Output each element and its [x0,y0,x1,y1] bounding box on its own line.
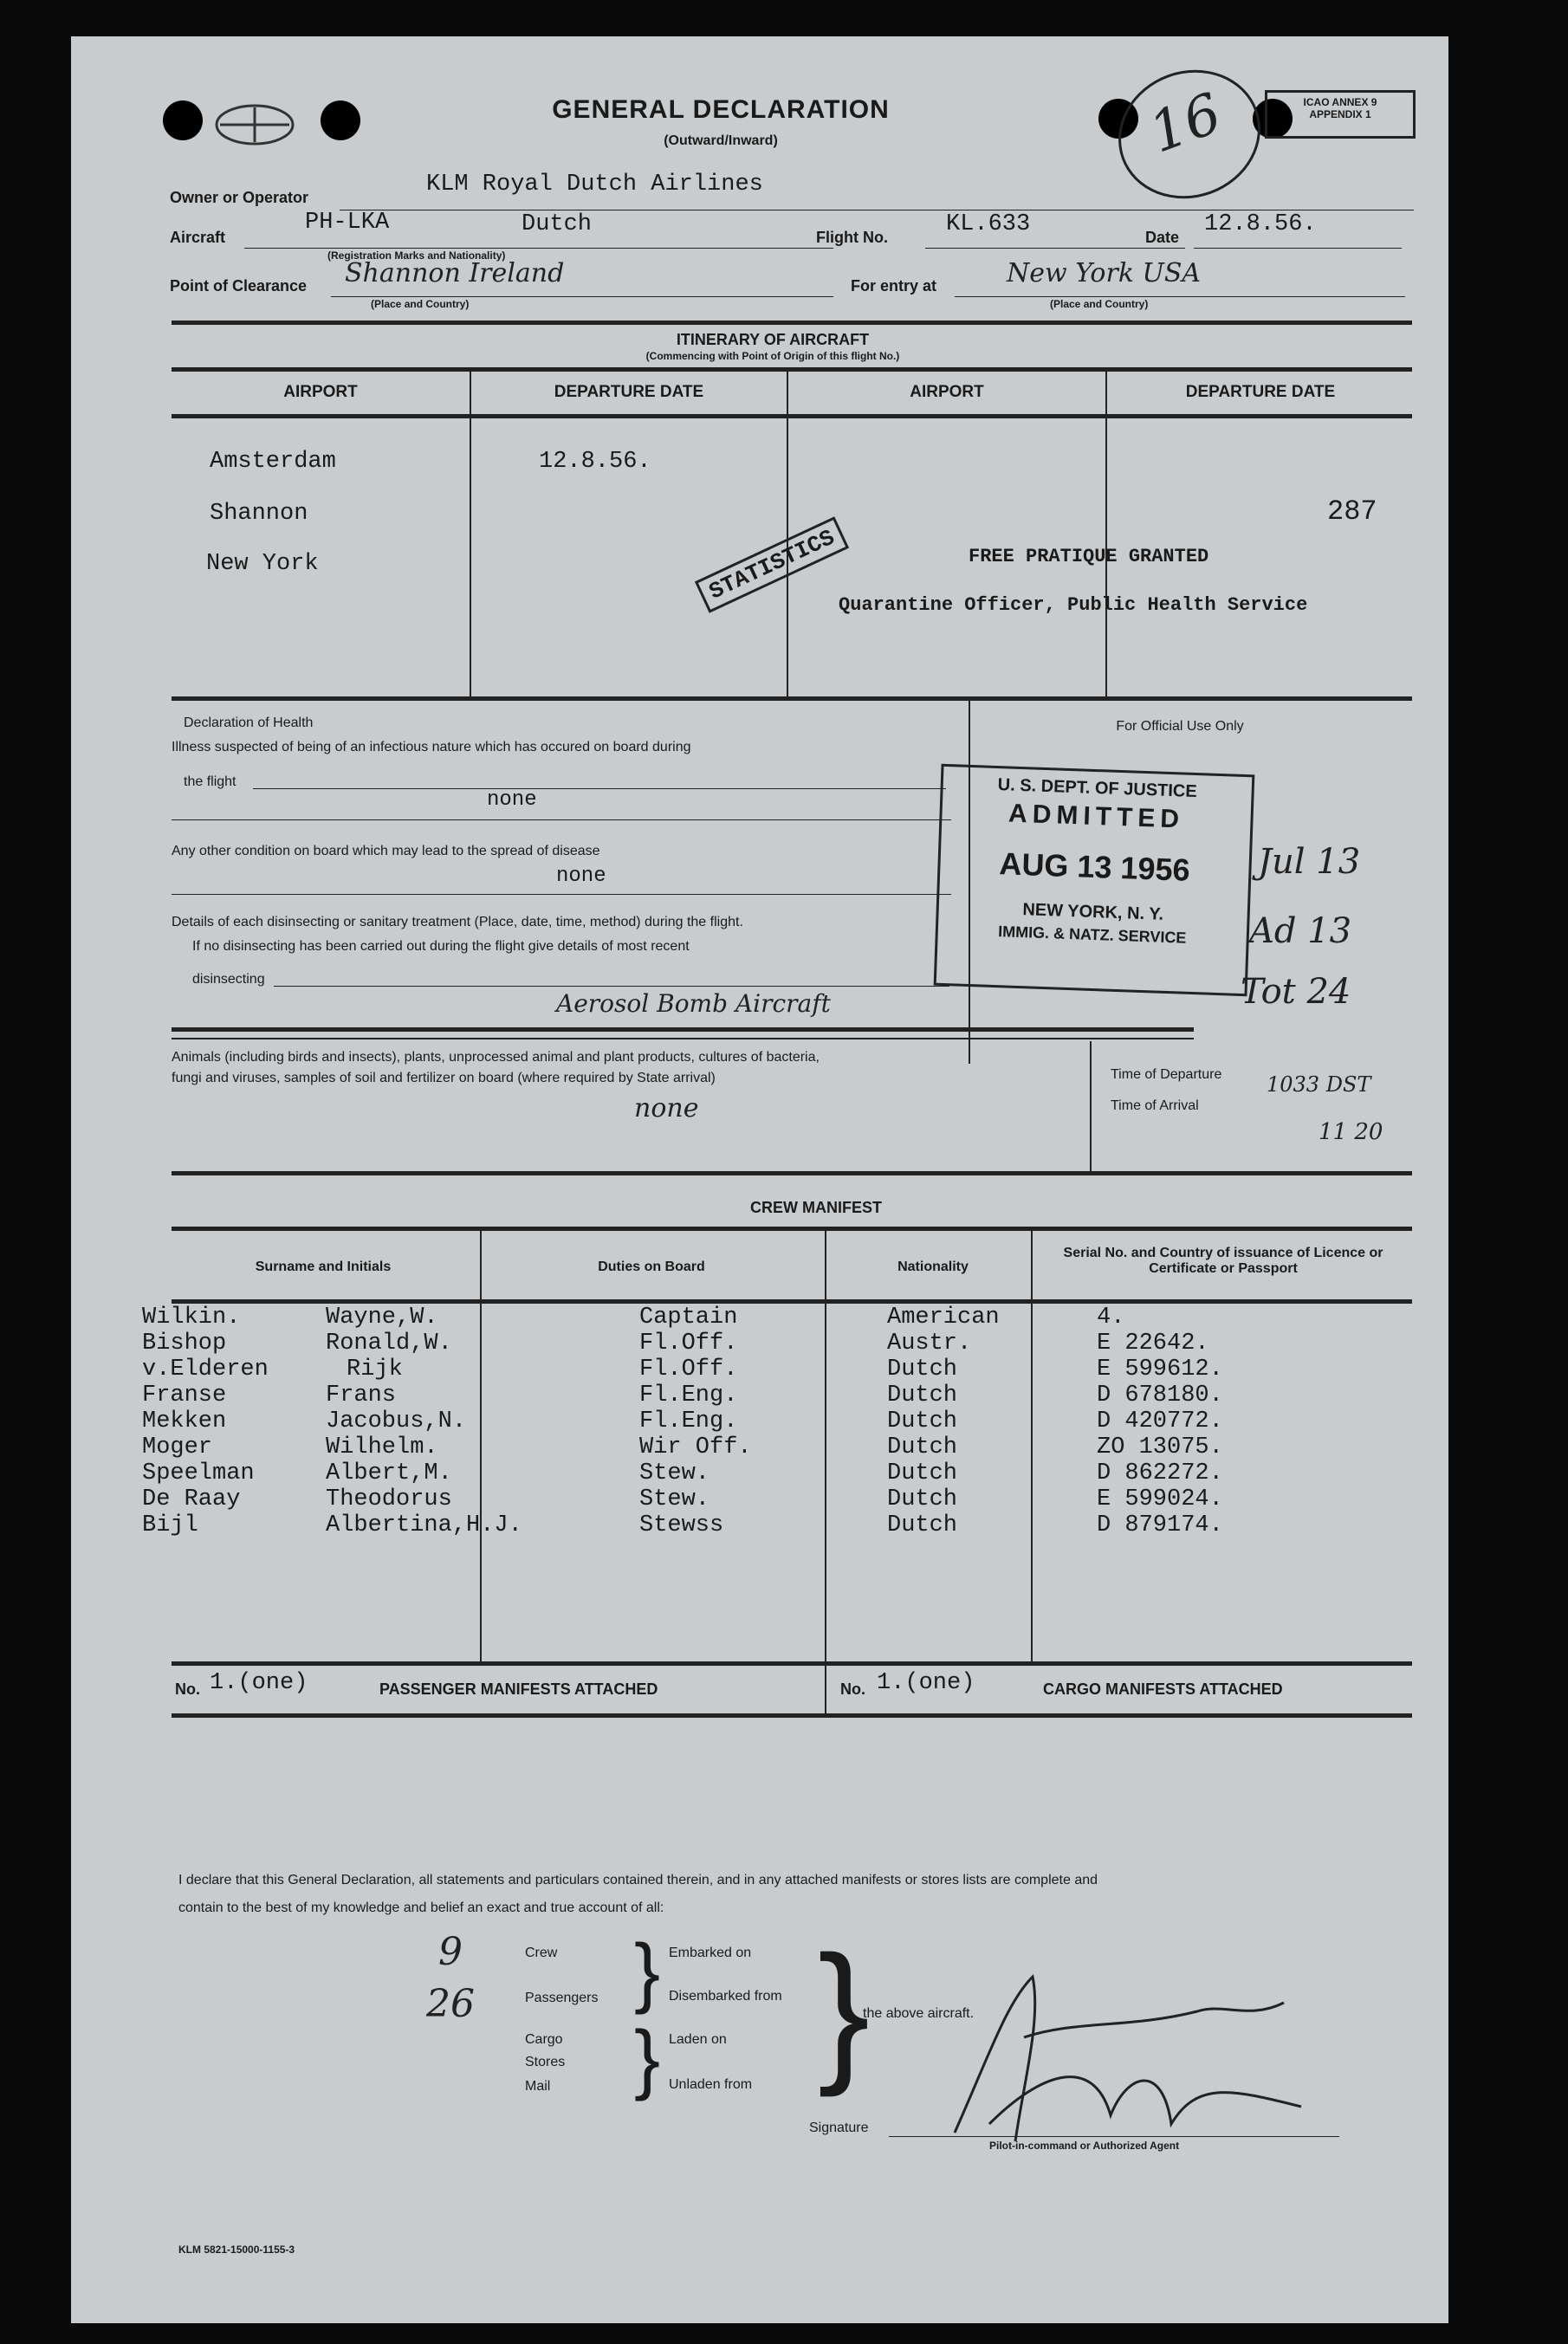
health-disinsect-rule [274,986,949,987]
crew-row-initials: Theodorus [326,1486,452,1512]
crew-header-duties: Duties on Board [598,1259,705,1274]
crew-col-3 [1031,1230,1033,1663]
health-disinsect-text2: If no disinsecting has been carried out during the flight give details of most recent [192,939,690,954]
health-disinsect-handwriting: Aerosol Bomb Aircraft [556,989,831,1018]
arrival-time-handwriting: 11 20 [1319,1119,1383,1145]
circled-number: 16 [1100,50,1279,218]
clearance-rule [331,296,833,297]
klm-logo-icon [203,99,307,151]
crew-row-surname: Speelman [142,1460,255,1486]
date-rule [1194,248,1402,249]
crew-row-nationality: Austr. [887,1331,972,1357]
crew-row-serial: D 862272. [1097,1460,1223,1486]
clearance-caption: (Place and Country) [371,298,470,310]
crew-row-surname: Moger [142,1434,213,1460]
crew-header-nationality: Nationality [897,1259,969,1274]
registration-caption: (Registration Marks and Nationality) [327,249,506,262]
crew-row-initials: Wilhelm. [326,1434,438,1460]
crew-row-surname: Bishop [142,1331,227,1357]
crew-col-1 [480,1230,482,1663]
nationality-value: Dutch [522,211,593,237]
crew-header-top [172,1227,1412,1231]
crew-row-initials: Albert,M. [326,1460,452,1486]
crew-header-surname: Surname and Initials [255,1259,392,1274]
crew-row-duty: Stewss [639,1512,724,1538]
decl-aircraft-text: the above aircraft. [863,2006,975,2021]
entry-rule [955,296,1405,297]
flight-rule [925,248,1185,249]
crew-row-surname: De Raay [142,1486,241,1512]
passenger-count-handwriting: 26 [426,1982,475,2026]
itinerary-header-bottom [172,414,1412,418]
crew-row-surname: Mekken [142,1408,227,1434]
signature-caption: Pilot-in-command or Authorized Agent [989,2140,1180,2152]
signature-label: Signature [809,2121,869,2135]
decl-brace-1: } [634,1929,661,2016]
decl-brace-3: } [818,1924,871,2098]
margin-note-2: Ad 13 [1249,911,1352,951]
page-title: GENERAL DECLARATION [552,95,890,124]
passenger-manifest-label: PASSENGER MANIFESTS ATTACHED [379,1680,658,1698]
crew-row-initials: Albertina,H.J. [326,1512,522,1538]
margin-note-3: Tot 24 [1241,972,1351,1012]
flight-value: KL.633 [946,211,1031,237]
decl-embarked: Embarked on [669,1946,752,1960]
cargo-manifest-label: CARGO MANIFESTS ATTACHED [1043,1680,1283,1698]
itinerary-col-1 [470,371,471,700]
crew-row-surname: Franse [142,1382,227,1408]
crew-row-serial: E 599024. [1097,1486,1223,1512]
itinerary-col-2 [787,371,788,700]
animals-handwriting: none [634,1093,699,1123]
manifests-top-rule [172,1661,1412,1666]
decl-disembarked: Disembarked from [669,1989,782,2004]
itinerary-bottom-rule [172,696,1412,701]
crew-row-initials: Jacobus,N. [326,1408,467,1434]
decl-stores: Stores [525,2055,566,2069]
aircraft-label: Aircraft [170,229,226,246]
animals-divider [1090,1041,1092,1171]
clearance-handwriting: Shannon Ireland [345,258,565,288]
crew-row-surname: Bijl [142,1512,198,1538]
arrival-time-label: Time of Arrival [1111,1098,1199,1113]
crew-row-duty: Fl.Eng. [639,1382,738,1408]
clearance-label: Point of Clearance [170,277,308,295]
departure-date-value: 12.8.56. [539,449,651,475]
crew-row-serial: 4. [1097,1305,1125,1331]
declaration-sheet [71,36,1448,2323]
crew-row-nationality: Dutch [887,1382,958,1408]
admitted-city: NEW YORK, N. Y. [1022,900,1164,924]
crew-row-nationality: Dutch [887,1357,958,1382]
crew-row-duty: Fl.Off. [639,1331,738,1357]
date-label: Date [1145,229,1180,246]
health-disinsect-label: disinsecting [192,972,265,987]
crew-row-nationality: American [887,1305,1000,1331]
entry-handwriting: New York USA [1007,258,1202,288]
crew-row-initials: Rijk [347,1357,403,1382]
manifests-bottom-rule [172,1713,1412,1718]
decl-cargo: Cargo [525,2032,563,2047]
crew-header-bottom [172,1299,1412,1304]
form-number: KLM 5821-15000-1155-3 [178,2244,295,2256]
flight-label: Flight No. [816,229,888,246]
decl-unladen: Unladen from [669,2077,753,2092]
airport-shannon: Shannon [210,501,308,527]
itinerary-subtitle: (Commencing with Point of Origin of this flight No.) [645,350,900,362]
itinerary-header-airport-2: AIRPORT [910,383,984,401]
crew-row-nationality: Dutch [887,1460,958,1486]
animals-bottom-rule [172,1171,1412,1175]
punch-hole-left [163,100,203,140]
crew-row-surname: Wilkin. [142,1305,241,1331]
punch-hole-left-2 [321,100,360,140]
decl-passengers: Passengers [525,1991,599,2005]
decl-crew: Crew [525,1946,558,1960]
annex-box [1265,90,1416,139]
decl-laden: Laden on [669,2032,727,2047]
owner-value: KLM Royal Dutch Airlines [426,172,763,197]
page-subtitle: (Outward/Inward) [664,133,778,148]
declaration-text1: I declare that this General Declaration, all statements and particulars contained therein, and in any attached manifests or stores lists are complete and [178,1873,1098,1888]
number-287: 287 [1327,495,1377,528]
health-illness-rule [172,819,951,820]
crew-row-initials: Ronald,W. [326,1331,452,1357]
margin-note-1: Jul 13 [1258,842,1361,882]
admitted-word: ADMITTED [1008,799,1185,834]
crew-row-nationality: Dutch [887,1486,958,1512]
annex-line2: APPENDIX 1 [1309,108,1371,120]
manifests-divider [825,1665,826,1717]
admitted-dept: U. S. DEPT. OF JUSTICE [997,775,1198,802]
decl-brace-2: } [634,2016,661,2102]
crew-row-duty: Captain [639,1305,738,1331]
passenger-count: 1.(one) [210,1670,308,1696]
itinerary-title: ITINERARY OF AIRCRAFT [676,331,870,348]
departure-time-handwriting: 1033 DST [1267,1072,1371,1097]
declaration-text2: contain to the best of my knowledge and belief an exact and true account of all: [178,1900,664,1915]
health-flight-label: the flight [184,774,236,789]
owner-label: Owner or Operator [170,189,309,206]
official-use-label: For Official Use Only [1116,719,1244,734]
health-disinsect-text1: Details of each disinsecting or sanitary treatment (Place, date, time, method) during the flight. [172,915,743,929]
health-flight-rule [253,788,946,789]
itinerary-header-date-1: DEPARTURE DATE [554,383,704,401]
crew-row-serial: E 22642. [1097,1331,1209,1357]
entry-label: For entry at [851,277,937,295]
admitted-service: IMMIG. & NATZ. SERVICE [997,923,1187,947]
health-bottom-rule [172,1027,1194,1032]
crew-row-duty: Wir Off. [639,1434,752,1460]
health-illness-text: Illness suspected of being of an infectious nature which has occured on board during [172,740,691,754]
crew-row-initials: Frans [326,1382,397,1408]
crew-col-2 [825,1230,826,1663]
health-other-text: Any other condition on board which may lead to the spread of disease [172,844,600,858]
crew-count-handwriting: 9 [438,1930,463,1974]
crew-row-duty: Fl.Off. [639,1357,738,1382]
pratique-line2: Quarantine Officer, Public Health Service [839,594,1308,616]
animals-text2: fungi and viruses, samples of soil and fertilizer on board (where required by State arrival) [172,1071,716,1085]
crew-row-duty: Stew. [639,1460,710,1486]
crew-title: CREW MANIFEST [750,1199,882,1216]
crew-row-nationality: Dutch [887,1408,958,1434]
airport-new-york: New York [206,551,319,577]
itinerary-header-date-2: DEPARTURE DATE [1185,383,1336,401]
crew-row-duty: Stew. [639,1486,710,1512]
health-other-rule [172,894,951,895]
entry-caption: (Place and Country) [1050,298,1149,310]
crew-row-surname: v.Elderen [142,1357,269,1382]
passenger-no-label: No. [175,1680,200,1698]
date-value: 12.8.56. [1204,211,1317,237]
departure-time-label: Time of Departure [1111,1067,1222,1082]
itinerary-top-rule [172,321,1412,325]
pratique-line1: FREE PRATIQUE GRANTED [969,546,1209,567]
crew-row-serial: D 420772. [1097,1408,1223,1434]
crew-row-serial: ZO 13075. [1097,1434,1223,1460]
registration-value: PH-LKA [305,210,390,236]
crew-header-serial: Serial No. and Country of issuance of Licence or Certificate or Passport [1063,1246,1383,1276]
health-illness-value: none [487,788,537,812]
itinerary-col-3 [1105,371,1107,700]
decl-mail: Mail [525,2079,551,2094]
health-section-label: Declaration of Health [184,716,314,730]
aircraft-rule [244,248,833,249]
cargo-count: 1.(one) [877,1670,975,1696]
crew-row-serial: D 879174. [1097,1512,1223,1538]
crew-row-serial: D 678180. [1097,1382,1223,1408]
statistics-stamp: STATISTICS [695,516,849,612]
crew-row-serial: E 599612. [1097,1357,1223,1382]
airport-amsterdam: Amsterdam [210,449,336,475]
annex-line1: ICAO ANNEX 9 [1303,96,1377,108]
itinerary-header-top [172,367,1412,372]
crew-row-initials: Wayne,W. [326,1305,438,1331]
health-bottom-rule-2 [172,1038,1194,1039]
crew-row-nationality: Dutch [887,1434,958,1460]
crew-row-duty: Fl.Eng. [639,1408,738,1434]
health-other-value: none [556,864,606,888]
crew-row-nationality: Dutch [887,1512,958,1538]
cargo-no-label: No. [840,1680,865,1698]
animals-text1: Animals (including birds and insects), plants, unprocessed animal and plant products, cultures of bacteria, [172,1050,820,1065]
admitted-stamp [934,764,1255,996]
itinerary-header-airport-1: AIRPORT [283,383,358,401]
signature-handwriting-icon [937,1951,1336,2150]
admitted-date: AUG 13 1956 [998,845,1191,888]
